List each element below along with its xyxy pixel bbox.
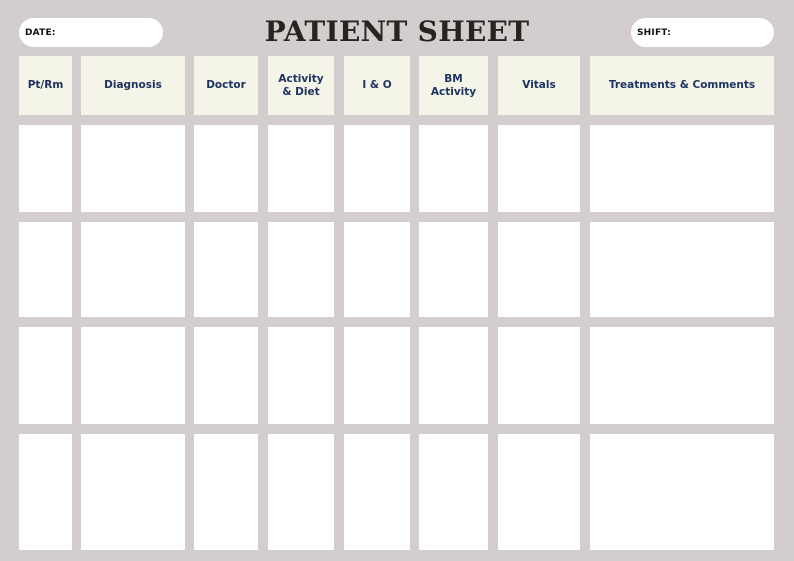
table-cell-pt-rm[interactable] (19, 327, 72, 424)
table-cell-doctor[interactable] (194, 125, 258, 212)
table-cell-treatments-comments[interactable] (590, 222, 774, 317)
table-cell-diagnosis[interactable] (81, 125, 185, 212)
column-header-doctor (194, 56, 258, 115)
table-cell-pt-rm[interactable] (19, 125, 72, 212)
column-header-i-and-o (344, 56, 410, 115)
table-cell-doctor[interactable] (194, 222, 258, 317)
table-cell-vitals[interactable] (498, 125, 580, 212)
column-header-label: BM Activity (430, 72, 477, 98)
table-cell-vitals[interactable] (498, 222, 580, 317)
table-cell-pt-rm[interactable] (19, 222, 72, 317)
table-cell-bm-activity[interactable] (419, 327, 488, 424)
column-header-label: Vitals (522, 79, 556, 91)
column-header-activity-diet (268, 56, 334, 115)
table-cell-activity-diet[interactable] (268, 125, 334, 212)
table-cell-activity-diet[interactable] (268, 222, 334, 317)
shift-field[interactable] (631, 18, 774, 47)
column-header-label: Pt/Rm (27, 79, 64, 91)
table-cell-doctor[interactable] (194, 327, 258, 424)
table-cell-i-and-o[interactable] (344, 222, 410, 317)
column-header-vitals (498, 56, 580, 115)
table-cell-bm-activity[interactable] (419, 125, 488, 212)
table-cell-vitals[interactable] (498, 327, 580, 424)
column-header-label: Activity & Diet (278, 72, 324, 98)
table-cell-activity-diet[interactable] (268, 327, 334, 424)
table-cell-i-and-o[interactable] (344, 434, 410, 550)
column-header-treatments-comments (590, 56, 774, 115)
table-cell-i-and-o[interactable] (344, 327, 410, 424)
table-cell-pt-rm[interactable] (19, 434, 72, 550)
table-cell-bm-activity[interactable] (419, 222, 488, 317)
table-cell-activity-diet[interactable] (268, 434, 334, 550)
column-header-label: I & O (362, 79, 392, 91)
table-cell-diagnosis[interactable] (81, 434, 185, 550)
table-cell-treatments-comments[interactable] (590, 125, 774, 212)
column-header-label: Doctor (206, 79, 246, 91)
column-header-label: Diagnosis (104, 79, 162, 91)
table-cell-bm-activity[interactable] (419, 434, 488, 550)
page-title: PATIENT SHEET (264, 15, 530, 48)
table-cell-i-and-o[interactable] (344, 125, 410, 212)
table-cell-treatments-comments[interactable] (590, 327, 774, 424)
table-cell-diagnosis[interactable] (81, 222, 185, 317)
column-header-diagnosis (81, 56, 185, 115)
table-cell-diagnosis[interactable] (81, 327, 185, 424)
column-header-label: Treatments & Comments (608, 79, 756, 91)
table-cell-doctor[interactable] (194, 434, 258, 550)
table-cell-vitals[interactable] (498, 434, 580, 550)
column-header-bm-activity (419, 56, 488, 115)
column-header-pt-rm (19, 56, 72, 115)
shift-label: SHIFT: (637, 27, 671, 38)
date-label: DATE: (25, 27, 56, 38)
table-cell-treatments-comments[interactable] (590, 434, 774, 550)
